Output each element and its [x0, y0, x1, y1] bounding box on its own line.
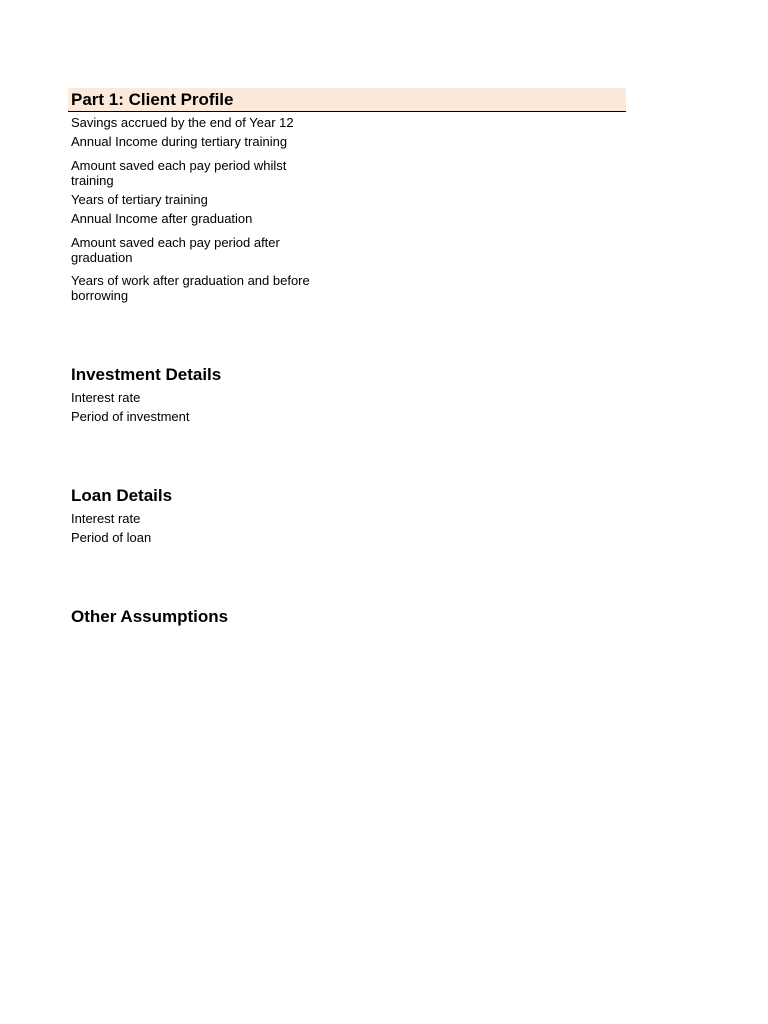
loan-details-title: Loan Details: [71, 486, 173, 505]
years-work-label: Years of work after graduation and before borrowing: [71, 273, 310, 303]
investment-details-title: Investment Details: [71, 365, 222, 384]
investment-interest-rate-label: Interest rate: [71, 390, 141, 405]
income-training-label: Annual Income during tertiary training: [71, 134, 288, 149]
saved-graduation-label: Amount saved each pay period after graduation: [71, 235, 280, 265]
part1-title: Part 1: Client Profile: [71, 90, 234, 109]
income-graduation-label: Annual Income after graduation: [71, 211, 253, 226]
savings-year12-label: Savings accrued by the end of Year 12: [71, 115, 294, 130]
years-training-label: Years of tertiary training: [71, 192, 208, 207]
investment-period-label: Period of investment: [71, 409, 190, 424]
other-assumptions-title: Other Assumptions: [71, 607, 229, 626]
saved-training-label: Amount saved each pay period whilst training: [71, 158, 287, 188]
loan-period-label: Period of loan: [71, 530, 152, 545]
loan-interest-rate-label: Interest rate: [71, 511, 141, 526]
part1-header: [68, 88, 626, 112]
